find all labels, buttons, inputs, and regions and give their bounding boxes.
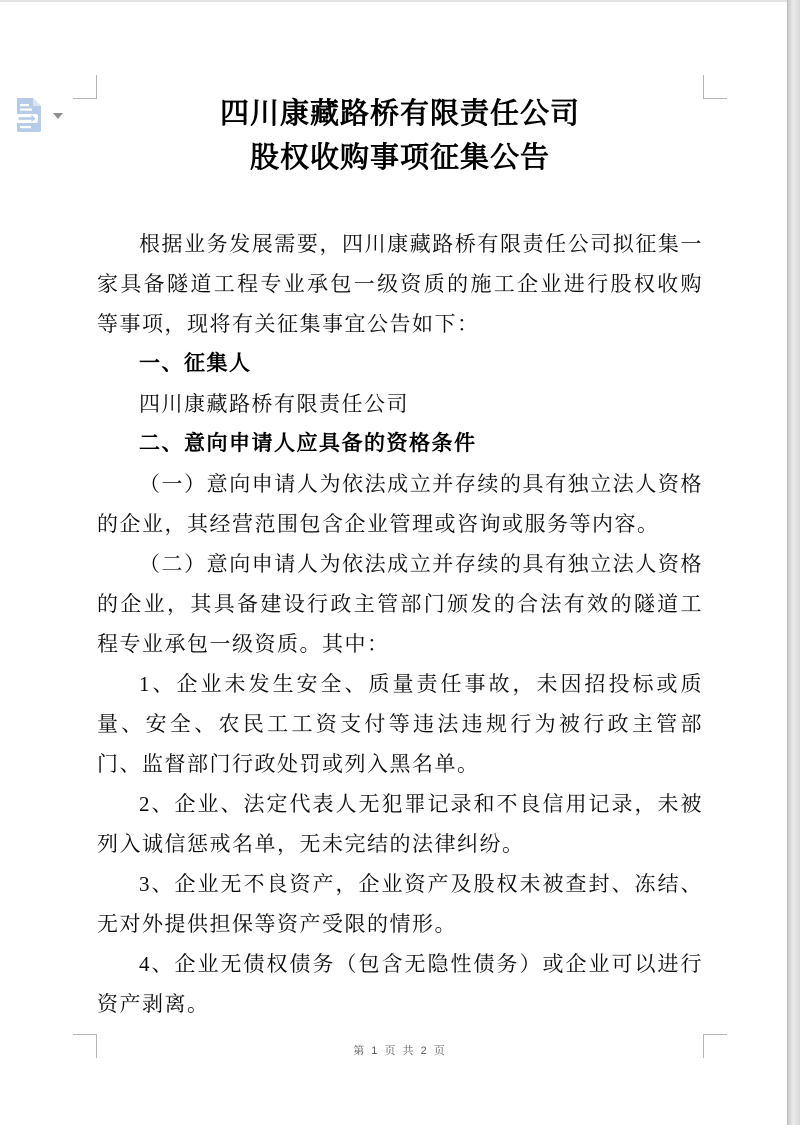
document-title-line-1: 四川康藏路桥有限责任公司 — [219, 98, 580, 130]
document-title-line-2: 股权收购事项征集公告 — [249, 142, 550, 174]
chevron-down-icon[interactable] — [53, 113, 63, 119]
paragraph: 根据业务发展需要，四川康藏路桥有限责任公司拟征集一家具备隧道工程专业承包一级资质的施工企业进行股权收购等事项，现将有关征集事宜公告如下： — [97, 232, 703, 336]
paragraph: 1、企业未发生安全、质量责任事故，未因招投标或质量、安全、农民工工资支付等违法违规行为被行政主管部门、监督部门行政处罚或列入黑名单。 — [97, 672, 703, 776]
paragraph: （二）意向申请人为依法成立并存续的具有独立法人资格的企业，其具备建设行政主管部门颁发的合法有效的隧道工程专业承包一级资质。其中： — [97, 552, 703, 656]
page-number-indicator: 第 1 页 共 2 页 — [353, 1045, 447, 1057]
paste-options-document-icon — [14, 96, 44, 134]
margin-crop-mark-top-left — [73, 75, 97, 99]
margin-crop-mark-bottom-right — [703, 1034, 727, 1058]
margin-crop-mark-bottom-left — [73, 1034, 97, 1058]
scrollbar-track[interactable] — [787, 0, 800, 1125]
margin-crop-mark-top-right — [703, 75, 727, 99]
section-heading: 二、意向申请人应具备的资格条件 — [139, 432, 477, 455]
paragraph: 4、企业无债权债务（包含无隐性债务）或企业可以进行资产剥离。 — [97, 952, 703, 1016]
document-content — [97, 92, 703, 1024]
paste-options-button[interactable] — [14, 96, 63, 134]
paragraph: 四川康藏路桥有限责任公司 — [139, 392, 409, 416]
section-heading: 一、征集人 — [139, 352, 252, 375]
document-title — [97, 92, 703, 180]
paragraph: （一）意向申请人为依法成立并存续的具有独立法人资格的企业，其经营范围包含企业管理或咨询或服务等内容。 — [97, 472, 703, 536]
window-top-edge — [0, 0, 800, 2]
paragraph: 3、企业无不良资产，企业资产及股权未被查封、冻结、无对外提供担保等资产受限的情形。 — [97, 872, 703, 936]
document-body — [97, 224, 703, 1024]
paragraph: 2、企业、法定代表人无犯罪记录和不良信用记录，未被列入诚信惩戒名单，无未完结的法律纠纷。 — [97, 792, 703, 856]
